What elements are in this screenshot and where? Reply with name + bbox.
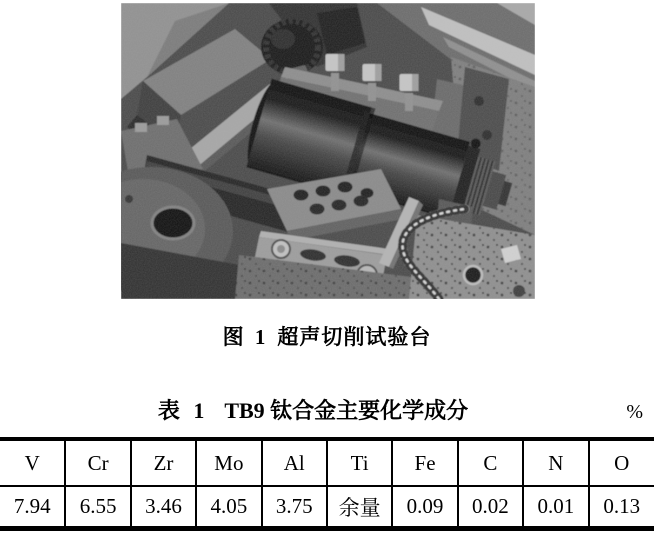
table-value-row xyxy=(0,486,654,529)
table-header-cell: Ti xyxy=(327,439,392,486)
table-header-cell: Mo xyxy=(196,439,261,486)
table-cell: 3.46 xyxy=(131,486,196,529)
table-header-row xyxy=(0,439,654,486)
table-cell: 0.09 xyxy=(392,486,457,529)
table-cell: 7.94 xyxy=(13,494,51,518)
table-header-cell: Al xyxy=(262,439,327,486)
table-cell: 0.01 xyxy=(523,486,588,529)
table-cell: 3.75 xyxy=(262,486,327,529)
table-header-cell: Cr xyxy=(65,439,130,486)
figure-caption xyxy=(0,325,654,349)
table-cell: 0.02 xyxy=(458,486,523,529)
composition-table xyxy=(0,437,654,531)
table-header-cell: C xyxy=(458,439,523,486)
table-header-cell: V xyxy=(0,439,65,486)
photo-grain xyxy=(121,3,535,299)
table-header-cell: N xyxy=(523,439,588,486)
table-title-label: 表 1 xyxy=(157,398,209,423)
table-cell: 4.05 xyxy=(196,486,261,529)
table-title-text: TB9 钛合金主要化学成分 xyxy=(224,398,469,423)
figure-caption-text: 超声切削试验台 xyxy=(277,325,432,349)
table-header-cell: Zr xyxy=(131,439,196,486)
table-cell: 余量 xyxy=(327,486,392,529)
figure-photo xyxy=(121,3,535,299)
table-cell: 0.13 xyxy=(589,486,654,529)
table-header-cell: Fe xyxy=(392,439,457,486)
figure-caption-label: 图 1 xyxy=(222,325,269,349)
table-header-cell: O xyxy=(589,439,654,486)
table-unit: % xyxy=(626,401,643,423)
table-cell: 6.55 xyxy=(65,486,130,529)
table-title xyxy=(0,397,654,425)
